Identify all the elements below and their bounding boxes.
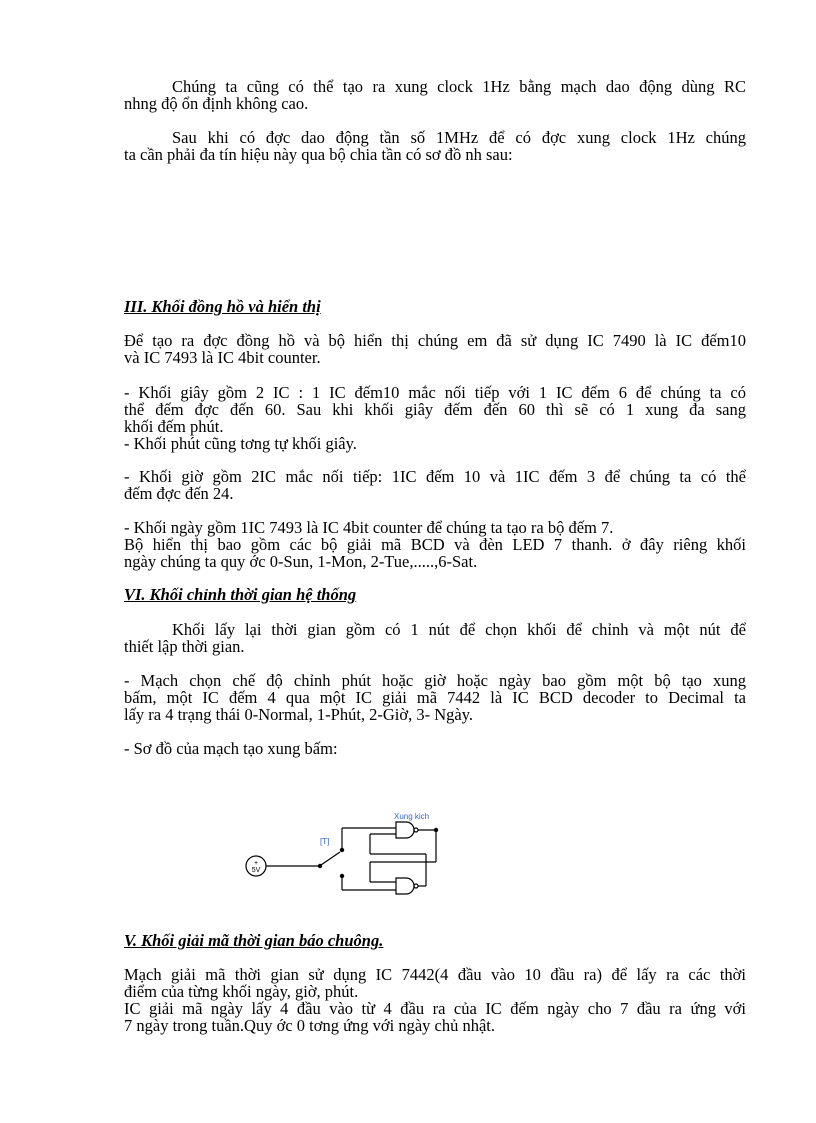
nand-gate-top: [396, 822, 414, 838]
text-line: - Khối phút cũng tơng tự khối giây.: [124, 434, 357, 453]
text-line: Chúng ta cũng có thể tạo ra xung clock 1Hz bằng mạch dao động dùng RC: [172, 77, 746, 96]
text-line: Sau khi có đợc dao động tần số 1MHz để có đợc xung clock 1Hz chúng: [172, 128, 746, 147]
paragraph: [124, 519, 746, 570]
text-line: và IC 7493 là IC 4bit counter.: [124, 348, 321, 367]
section-heading-4: VI. Khối chỉnh thời gian hệ thống: [124, 585, 357, 604]
text-line: lấy ra 4 trạng thái 0-Normal, 1-Phút, 2-Giờ, 3- Ngày.: [124, 705, 474, 724]
text-line: IC giải mã ngày lấy 4 đầu vào từ 4 đầu ra của IC đếm ngày cho 7 đầu ra ứng với: [124, 999, 746, 1018]
paragraph: [124, 384, 746, 452]
source-label: 5V: [251, 867, 261, 874]
text-line: - Khối ngày gồm 1IC 7493 là IC 4bit counter để chúng ta tạo ra bộ đếm 7.: [124, 518, 614, 537]
text-line: đếm đợc đến 24.: [124, 484, 234, 503]
text-line: ta cần phải đa tín hiệu này qua bộ chia tần có sơ đồ nh sau:: [124, 145, 513, 164]
section-heading-3: III. Khối đồng hồ và hiển thị: [124, 297, 321, 316]
source-sign: +: [253, 860, 259, 867]
text-line: - Khối giờ gồm 2IC mắc nối tiếp: 1IC đếm 10 và 1IC đếm 3 để chúng ta có thể: [124, 467, 746, 486]
paragraph: [124, 966, 746, 1034]
text-line: 7 ngày trong tuần.Quy ớc 0 tơng ứng với ngày chủ nhật.: [124, 1016, 496, 1035]
paragraph: [124, 332, 746, 366]
text-line: ngày chúng ta quy ớc 0-Sun, 1-Mon, 2-Tue,.....,6-Sat.: [124, 552, 478, 571]
switch-blade: [321, 852, 340, 865]
paragraph: [124, 468, 746, 502]
paragraph: [124, 621, 746, 655]
switch-label: [T]: [320, 837, 330, 846]
text-line: - Sơ đồ của mạch tạo xung bấm:: [124, 739, 338, 758]
pulse-circuit-schematic: [236, 812, 476, 902]
paragraph: [124, 129, 746, 163]
text-line: - Mạch chọn chế độ chỉnh phút hoặc giờ hoặc ngày bao gồm một bộ tạo xung: [124, 671, 746, 690]
schematic-wires: [246, 822, 438, 894]
text-line: nhng độ ổn định không cao.: [124, 94, 309, 113]
text-line: thể đếm đợc đến 60. Sau khi khối giây đếm đến 60 thì sẽ có 1 xung đa sang: [124, 400, 746, 419]
paragraph: [124, 740, 746, 757]
text-line: điểm của từng khối ngày, giờ, phút.: [124, 982, 359, 1001]
text-line: Để tạo ra đợc đồng hồ và bộ hiển thị chúng em đã sử dụng IC 7490 là IC đếm10: [124, 331, 746, 350]
text-line: Mạch giải mã thời gian sử dụng IC 7442(4 đầu vào 10 đầu ra) để lấy ra các thời: [124, 965, 746, 984]
text-line: bấm, một IC đếm 4 qua một IC giải mã 7442 là IC BCD decoder to Decimal ta: [124, 688, 746, 707]
paragraph: [124, 672, 746, 723]
junction: [434, 828, 437, 831]
nand-gate-bottom: [396, 878, 414, 894]
text-line: Khối lấy lại thời gian gồm có 1 nút để chọn khối để chỉnh và một nút để: [172, 620, 746, 639]
text-line: thiết lập thời gian.: [124, 637, 245, 656]
section-heading-5: V. Khối giải mã thời gian báo chuông.: [124, 931, 384, 950]
text-line: Bộ hiển thị bao gồm các bộ giải mã BCD và đèn LED 7 thanh. ở đây riêng khối: [124, 535, 746, 554]
output-label: Xung kich: [394, 812, 430, 821]
paragraph: [124, 78, 746, 112]
text-line: khối đếm phút.: [124, 417, 224, 436]
text-line: - Khối giây gồm 2 IC : 1 IC đếm10 mắc nối tiếp với 1 IC đếm 6 để chúng ta có: [124, 383, 746, 402]
